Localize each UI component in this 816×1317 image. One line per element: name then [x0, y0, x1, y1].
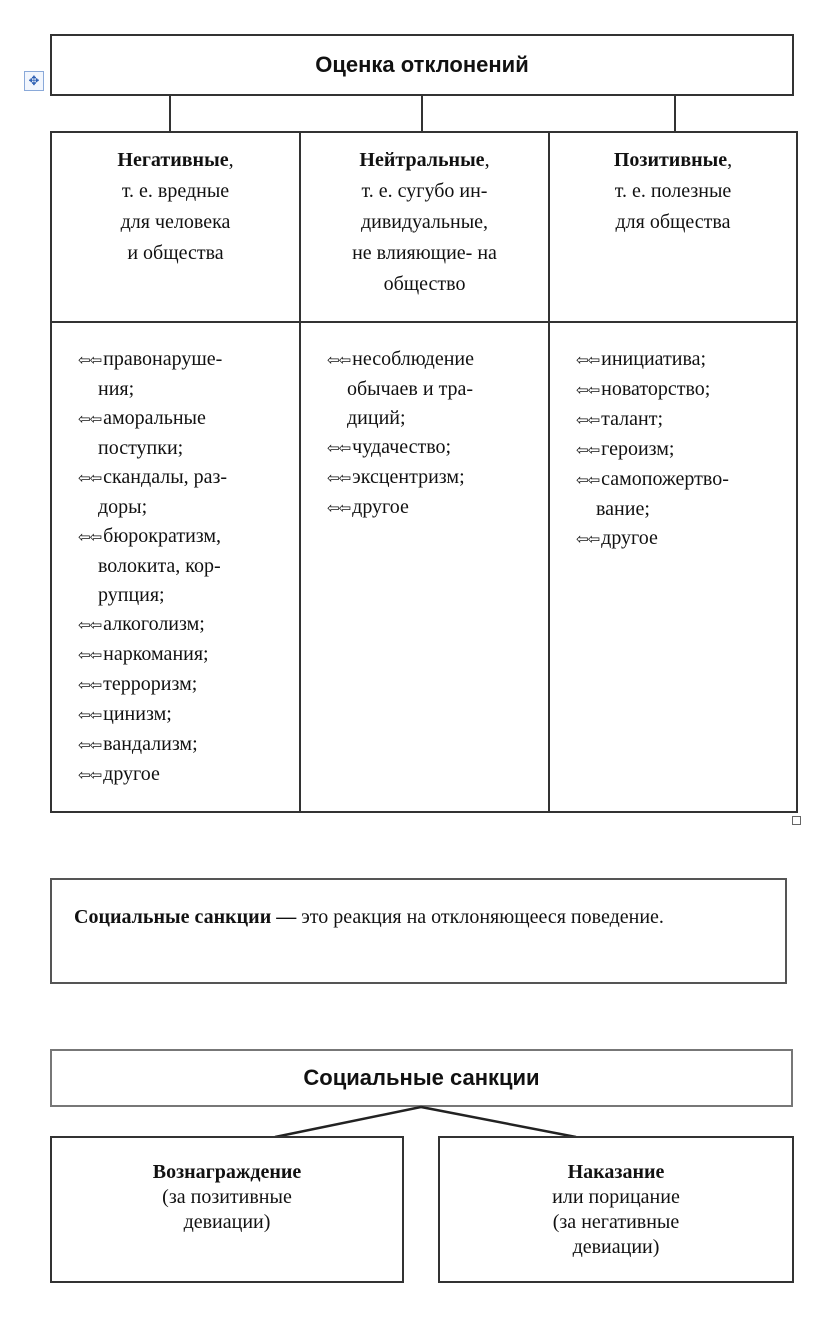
double-arrow-left-icon: ⇦⇦	[576, 411, 600, 429]
punishment-line: (за негативные	[552, 1211, 680, 1233]
reward-box	[50, 1136, 404, 1283]
double-arrow-left-icon: ⇦⇦	[78, 616, 102, 634]
reward-line: (за позитивные	[162, 1186, 292, 1208]
list-item-text: обычаев и тра-	[347, 378, 474, 400]
list-item-text: другое	[103, 763, 160, 785]
reward-line: девиации)	[183, 1211, 271, 1233]
evaluation-title: Оценка отклонений	[315, 52, 529, 77]
list-item-text: скандалы, раз-	[103, 466, 228, 488]
column-heading-line: т. е. сугубо ин-	[361, 180, 488, 202]
double-arrow-left-icon: ⇦⇦	[576, 441, 600, 459]
list-item-text: алкоголизм;	[103, 613, 205, 635]
punishment-line: или порицание	[552, 1186, 680, 1208]
double-arrow-left-icon: ⇦⇦	[327, 499, 351, 517]
column-heading-line: и общества	[127, 242, 224, 264]
column-heading-positive: Позитивные	[613, 149, 728, 171]
list-item-text: другое	[601, 527, 658, 549]
list-item-text: наркомания;	[103, 643, 209, 665]
double-arrow-left-icon: ⇦⇦	[78, 528, 102, 546]
punishment-title: Наказание	[567, 1161, 665, 1183]
double-arrow-left-icon: ⇦⇦	[78, 410, 102, 428]
list-item-text: талант;	[601, 408, 664, 430]
connector-reward	[275, 1107, 421, 1137]
list-item-text: несоблюдение	[352, 348, 475, 370]
double-arrow-left-icon: ⇦⇦	[78, 736, 102, 754]
list-item-text: рупция;	[98, 584, 165, 606]
list-item-text: инициатива;	[601, 348, 707, 370]
double-arrow-left-icon: ⇦⇦	[327, 351, 351, 369]
list-item-text: доры;	[98, 496, 148, 518]
list-item-text: бюрократизм,	[103, 525, 222, 547]
column-heading-line: для общества	[615, 211, 731, 233]
list-item-text: терроризм;	[103, 673, 198, 695]
list-item-text: эксцентризм;	[352, 466, 465, 488]
list-item-text: цинизм;	[103, 703, 172, 725]
column-heading-line: т. е. вредные	[121, 180, 230, 202]
double-arrow-left-icon: ⇦⇦	[576, 351, 600, 369]
double-arrow-left-icon: ⇦⇦	[78, 351, 102, 369]
column-heading-line: не влияющие- на	[352, 242, 497, 264]
list-item-text: героизм;	[601, 438, 675, 460]
column-heading-line: общество	[383, 273, 466, 295]
list-item-text: вандализм;	[103, 733, 198, 755]
double-arrow-left-icon: ⇦⇦	[576, 530, 600, 548]
list-item-text: правонаруше-	[103, 348, 223, 370]
list-item-text: вание;	[596, 498, 650, 520]
double-arrow-left-icon: ⇦⇦	[78, 676, 102, 694]
column-heading-neutral: Нейтральные	[359, 149, 485, 171]
definition-text: это реакция на отклоняющееся поведение.	[296, 906, 664, 928]
sanctions-title: Социальные санкции	[303, 1065, 540, 1090]
column-heading-line: для человека	[120, 211, 231, 233]
column-heading-line: т. е. полезные	[614, 180, 732, 202]
column-heading-line: дивидуальные,	[360, 211, 489, 233]
column-heading-negative: Негативные	[117, 149, 229, 171]
double-arrow-left-icon: ⇦⇦	[576, 381, 600, 399]
reward-title: Вознаграждение	[152, 1161, 302, 1183]
double-arrow-left-icon: ⇦⇦	[327, 469, 351, 487]
list-item-text: поступки;	[98, 437, 184, 459]
double-arrow-left-icon: ⇦⇦	[576, 471, 600, 489]
list-item-text: новаторство;	[601, 378, 711, 400]
double-arrow-left-icon: ⇦⇦	[327, 439, 351, 457]
list-item-text: ния;	[98, 378, 135, 400]
list-item-text: чудачество;	[352, 436, 452, 458]
list-item-text: самопожертво-	[601, 468, 729, 490]
list-item-text: другое	[352, 496, 409, 518]
list-item-text: диций;	[347, 407, 406, 429]
column-heading-line: ,	[727, 149, 733, 171]
punishment-line: девиации)	[572, 1236, 660, 1258]
connector-punishment	[421, 1107, 576, 1137]
double-arrow-left-icon: ⇦⇦	[78, 469, 102, 487]
double-arrow-left-icon: ⇦⇦	[78, 646, 102, 664]
definition-term: Социальные санкции —	[74, 906, 297, 928]
punishment-box	[438, 1136, 794, 1283]
list-item-text: волокита, кор-	[98, 555, 221, 577]
column-heading-line: ,	[484, 149, 490, 171]
table-move-handle-icon[interactable]: ✥	[24, 71, 44, 91]
list-item-text: аморальные	[103, 407, 206, 429]
column-heading-line: ,	[228, 149, 234, 171]
double-arrow-left-icon: ⇦⇦	[78, 706, 102, 724]
double-arrow-left-icon: ⇦⇦	[78, 766, 102, 784]
